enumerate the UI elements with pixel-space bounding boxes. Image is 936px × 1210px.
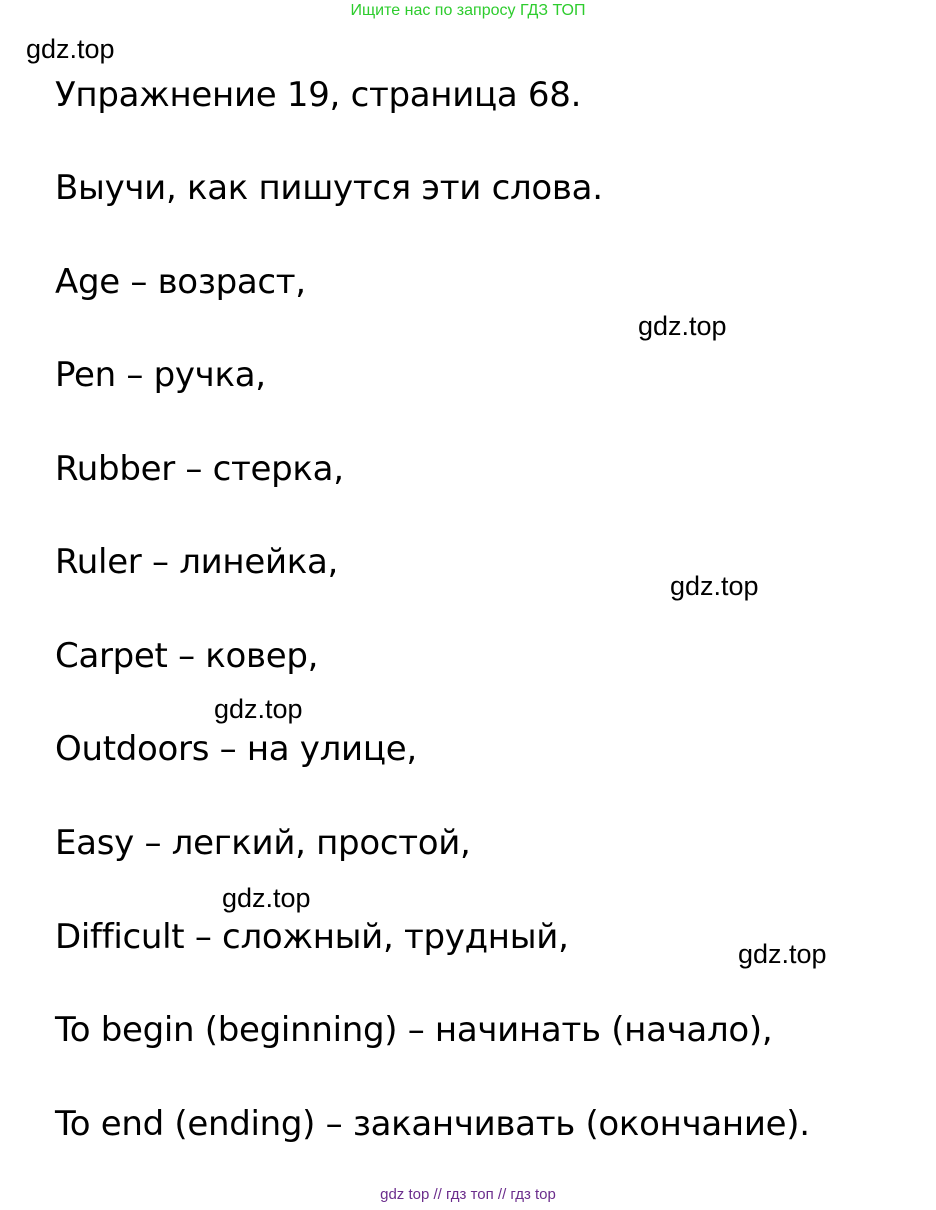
- top-banner: Ищите нас по запросу ГДЗ ТОП: [350, 2, 586, 19]
- footer-watermark: gdz top // гдз топ // гдз top: [380, 1186, 556, 1203]
- exercise-heading: Упражнение 19, страница 68.: [55, 75, 582, 115]
- word-item: Outdoors – на улице,: [55, 729, 417, 769]
- word-item: Difficult – сложный, трудный,: [55, 917, 569, 957]
- word-item: Age – возраст,: [55, 262, 306, 302]
- watermark: gdz.top: [738, 939, 827, 969]
- word-item: To begin (beginning) – начинать (начало),: [55, 1010, 773, 1050]
- exercise-instruction: Выучи, как пишутся эти слова.: [55, 168, 603, 208]
- word-item: Rubber – стерка,: [55, 449, 344, 489]
- word-item: Pen – ручка,: [55, 355, 266, 395]
- word-item: Easy – легкий, простой,: [55, 823, 471, 863]
- watermark: gdz.top: [26, 34, 115, 64]
- word-item: Carpet – ковер,: [55, 636, 319, 676]
- watermark: gdz.top: [670, 571, 759, 601]
- word-item: To end (ending) – заканчивать (окончание).: [55, 1104, 810, 1144]
- watermark: gdz.top: [222, 883, 311, 913]
- watermark: gdz.top: [638, 311, 727, 341]
- watermark: gdz.top: [214, 694, 303, 724]
- word-item: Ruler – линейка,: [55, 542, 339, 582]
